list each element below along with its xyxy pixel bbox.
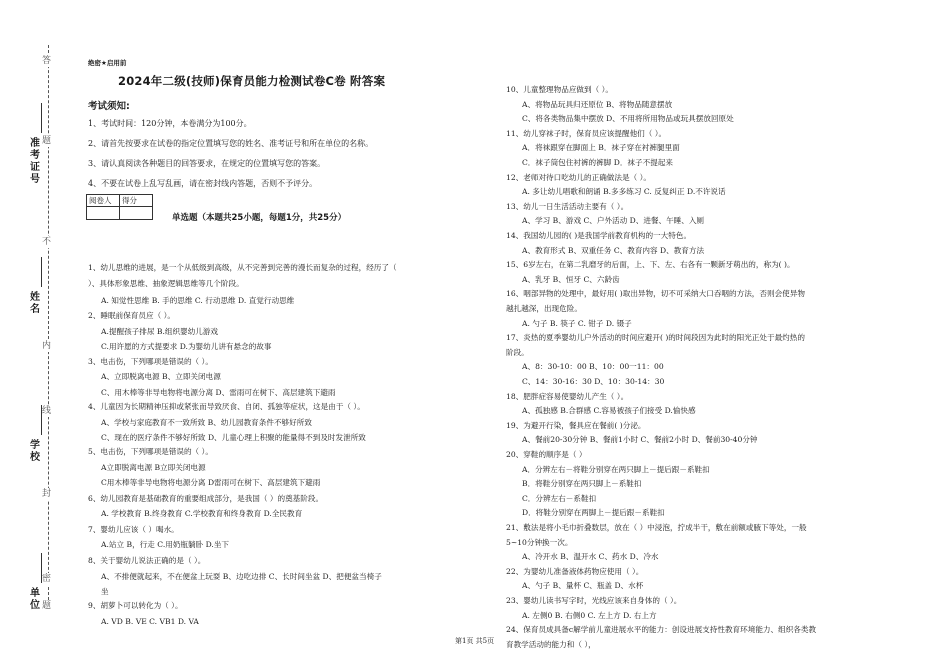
section-heading: 单选题（本题共25小题，每题1分，共25分）: [172, 213, 347, 223]
question-line: 阶段。: [506, 348, 529, 357]
question-line: 9、胡萝卜可以转化为（ ）。: [88, 601, 183, 610]
score-table: [86, 194, 153, 220]
question-line: C用木棒等非导电物将电源分离 D雷雨可在树下、高层建筑下避雨: [101, 478, 321, 487]
question-line: 11、幼儿穿袜子时，保育员应该提醒他们（ ）。: [506, 129, 667, 138]
score-cell[interactable]: [120, 207, 153, 220]
binding-field-label: 姓名: [30, 292, 40, 315]
question-line: C.用许愿的方式提要求 D.为婴幼儿讲有悬念的故事: [101, 342, 272, 351]
question-line: 7、婴幼儿应该（ ）喝水。: [88, 525, 179, 534]
question-line: B．将鞋分别穿在两只脚上－系鞋扣: [522, 479, 642, 488]
question-line: A．分辨左右－将鞋分别穿在两只脚上－提后跟－系鞋扣: [522, 465, 710, 474]
notice-item: 3、请认真阅读各种题目的回答要求，在规定的位置填写您的答案。: [88, 159, 326, 168]
question-line: D．将鞋分别穿在两脚上－提后跟－系鞋扣: [522, 508, 665, 517]
question-line: C、14：30-16：30 D、10：30-14：30: [522, 377, 665, 386]
question-line: C、将各类物品集中摆放 D、不用将所用物品或玩具摆放回原处: [522, 114, 734, 123]
seal-char: 答: [42, 56, 52, 66]
question-line: A、乳牙 B、恒牙 C、六龄齿: [522, 275, 620, 284]
question-line: 1、幼儿思维的进展，是一个从低级到高级，从不完善到完善的漫长而复杂的过程，经历了（: [88, 263, 397, 272]
question-line: ）、具体形象思维、抽象逻辑思维等几个阶段。: [88, 279, 244, 288]
question-line: C．袜子筒包住衬裤的裤脚 D．袜子不提起来: [522, 158, 673, 167]
question-line: 14、我国幼儿园的( )是我国学前教育机构的一大特色。: [506, 231, 692, 240]
notice-item: 4、不要在试卷上乱写乱画，请在密封线内答题，否则不予评分。: [88, 179, 318, 188]
seal-char: 不: [42, 237, 52, 247]
question-line: 22、为婴幼儿准备液体药物应使用（ ）。: [506, 567, 644, 576]
question-line: A. 左侧0 B. 右侧0 C. 左上方 D. 右上方: [522, 611, 657, 620]
binding-field-blank[interactable]: [41, 103, 42, 133]
question-line: 23、婴幼儿读书写字时，光线应该来自身体的（ ）。: [506, 596, 682, 605]
seal-char: 题: [42, 601, 52, 611]
page-footer: 第1页 共5页: [455, 637, 495, 645]
seal-char: 线: [42, 406, 52, 416]
question-line: A．将袜跟穿在脚面上 B．袜子穿在衬裤腿里面: [522, 143, 680, 152]
question-line: A、餐前20-30分钟 B、餐前1小时 C、餐前2小时 D、餐前30-40分钟: [522, 435, 758, 444]
seal-char: 题: [42, 136, 52, 146]
question-line: A、教育形式 B、双重任务 C、教育内容 D、教育方法: [522, 246, 705, 255]
question-line: A、将物品玩具归还原位 B、将物品随意摆放: [522, 100, 673, 109]
question-line: A立即脱离电源 B立即关闭电源: [101, 463, 206, 472]
question-line: A. 学校教育 B.终身教育 C.学校教育和终身教育 D.全民教育: [101, 509, 303, 518]
notice-item: 1、考试时间：120分钟，本卷满分为100分。: [88, 119, 252, 128]
question-line: A.站立 B，行走 C.用奶瓶躺卧 D.坐下: [101, 540, 230, 549]
notice-item: 2、请首先按要求在试卷的指定位置填写您的姓名、准考证号和所在单位的名称。: [88, 139, 374, 148]
question-line: 24、保育员成具备c解学前儿童进展水平的能力：创设进展支持性教育环境能力、组织各类教: [506, 625, 817, 634]
question-line: A、立即脱离电源 B、立即关闭电源: [101, 372, 221, 381]
question-line: A、勺子 B、量杯 C、瓶盖 D、水杯: [522, 581, 644, 590]
question-line: 4、儿童因为长期精神压抑或紧张而导致厌食、自闭、孤独等症状，这是由于（ ）。: [88, 402, 365, 411]
question-line: 12、老师对待口吃幼儿的正确做法是（ ）。: [506, 173, 651, 182]
binding-field-label: 单位: [30, 588, 40, 611]
question-line: A、学习 B、游戏 C、户外活动 D、进餐、午睡、入厕: [522, 216, 705, 225]
question-line: A、学校与家庭教育不一致所致 B、幼儿园教育条件不够好所致: [101, 418, 312, 427]
seal-line: [48, 45, 49, 605]
question-line: 15、6岁左右，在第二乳磨牙的后面，上、下、左、右各有一颗新牙萌出的，称为( )。: [506, 260, 795, 269]
question-line: 19、为避开行染，餐具应在餐前( )分泌。: [506, 421, 646, 430]
grader-cell[interactable]: [87, 207, 120, 220]
question-line: A.提醒孩子排尿 B.组织婴幼儿游戏: [101, 327, 219, 336]
binding-field-blank[interactable]: [41, 257, 42, 287]
question-line: A、不排便就起来，不在便盆上玩耍 B、边吃边排 C、长时间坐盆 D、把便盆当椅子: [101, 572, 382, 581]
question-line: 坐: [101, 587, 109, 596]
page-title: 2024年二级(技师)保育员能力检测试卷C卷 附答案: [118, 74, 386, 88]
question-line: C．分辨左右－系鞋扣: [522, 494, 597, 503]
question-line: C、现在的医疗条件不够好所致 D、儿童心理上积聚的能量得不到及时发泄所致: [101, 433, 366, 442]
score-table-header-score: 得分: [120, 195, 153, 207]
secret-mark: 绝密★启用前: [88, 59, 127, 67]
binding-margin: [0, 0, 70, 671]
score-table-header-grader: 阅卷人: [87, 195, 120, 207]
question-line: 13、幼儿一日生活活动主要有（ ）。: [506, 202, 629, 211]
notice-heading: 考试须知:: [88, 101, 130, 112]
question-line: 16、咽部异物的处理中，最好用( )取出异物，切不可采纳大口吞咽的方法，否则会使异物: [506, 289, 805, 298]
question-line: 20、穿鞋的顺序是（ ）: [506, 450, 587, 459]
question-line: 17、炎热的夏季婴幼儿户外活动的时间应避开( )的时间段因为此时的阳光正处于最灼热的: [506, 333, 805, 342]
question-line: 8、关于婴幼儿说法正确的是（ ）。: [88, 556, 206, 565]
binding-field-label: 准考证号: [30, 138, 40, 185]
question-line: 5~10分钟换一次。: [506, 538, 573, 547]
question-line: 越扎越深，出现危险。: [506, 304, 582, 313]
question-line: 2、睡眠前保育员应（ ）。: [88, 311, 175, 320]
question-line: 18、肥胖症容易使婴幼儿产生（ ）。: [506, 392, 629, 401]
question-line: A、孤独感 B.合群感 C.容易被孩子们接受 D.愉快感: [522, 406, 696, 415]
question-line: A、8：30-10：00 B、10：00一11：00: [522, 362, 664, 371]
question-line: 10、儿童整理物品应做到（ ）。: [506, 85, 613, 94]
question-line: 21、敷法是将小毛巾折叠数层，放在（ ）中浸泡，拧成半干，敷在前额或腋下等处，一般: [506, 523, 807, 532]
seal-char: 封: [42, 489, 52, 499]
question-line: A、冷开水 B、温开水 C、药水 D、冷水: [522, 552, 659, 561]
question-line: A. 知觉性思维 B. 手的思维 C. 行动思维 D. 直觉行动思维: [101, 296, 295, 305]
question-line: A. VD B. VE C. VB1 D. VA: [101, 617, 199, 626]
question-line: 6、幼儿园教育是基础教育的重要组成部分，是我国（ ）的奠基阶段。: [88, 494, 324, 503]
binding-field-label: 学校: [30, 440, 40, 463]
seal-char: 内: [42, 341, 52, 351]
seal-char: 密: [42, 574, 52, 584]
question-line: C、用木棒等非导电物将电源分离 D、雷雨可在树下、高层建筑下避雨: [101, 388, 336, 397]
question-line: A. 多让幼儿唱歌和朗诵 B.多多练习 C. 反复纠正 D.不许说话: [522, 187, 726, 196]
question-line: 3、电击伤，下列哪项是错误的（ ）。: [88, 357, 213, 366]
question-line: 5、电击伤，下列哪项是错误的（ ）。: [88, 447, 213, 456]
question-line: 育教学活动的能力和（ ），: [506, 640, 596, 649]
question-line: A. 勺子 B. 筷子 C. 钳子 D. 镊子: [522, 319, 632, 328]
